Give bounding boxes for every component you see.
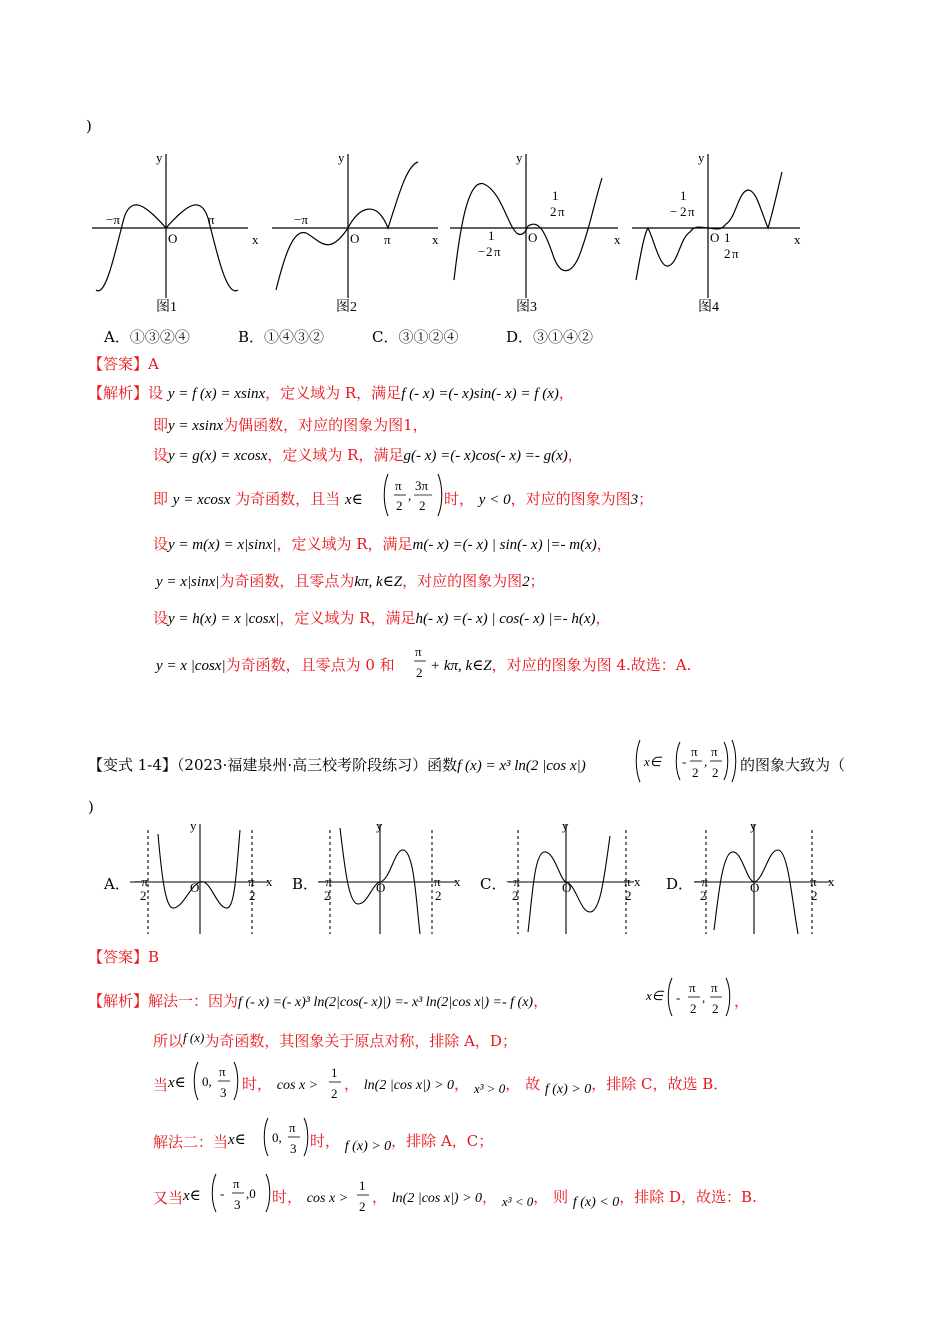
q1-l6-text-d: ； bbox=[529, 572, 545, 590]
q2-s3-text-b: 时， bbox=[242, 1075, 273, 1093]
fig2-origin: O bbox=[350, 231, 360, 246]
q1-l3-text-a: 设 bbox=[153, 446, 169, 464]
q2-s5-text-d: ，排除 D，故选：B. bbox=[619, 1188, 757, 1206]
q2-s1-math-1: f (- x) =(- x)³ ln(2|cos(- x)|) =- x³ ln(2|cos x|) =- f (x) bbox=[238, 995, 534, 1010]
q2-s1-tail: ， bbox=[734, 992, 750, 1010]
q2-title-tail: 的图象大致为（ bbox=[740, 756, 846, 774]
q1-analysis-line-6 bbox=[156, 570, 545, 591]
svg-text:,: , bbox=[704, 754, 708, 769]
q2-title bbox=[88, 754, 586, 775]
q2-option-a-label: A． bbox=[104, 875, 130, 893]
q1-l1-math-1: y = f (x) = xsinx bbox=[167, 386, 266, 402]
q2-s2-text-a: 所以 bbox=[153, 1032, 184, 1050]
q2-title-frac1-num: π bbox=[691, 744, 698, 759]
q1-l2-text-a: 即 bbox=[153, 416, 169, 434]
q2-s3-text-a: 当 bbox=[153, 1076, 169, 1094]
q2-analysis-line-3b bbox=[242, 1073, 318, 1094]
q1-l4-text-d: ，对应的图象为图 bbox=[510, 490, 631, 508]
optA-pi-num: π bbox=[248, 874, 255, 889]
fig2-neg-pi: −π bbox=[294, 212, 308, 227]
q2-s3-math-3: ln(2 |cos x|) > 0 bbox=[363, 1078, 455, 1093]
q1-l6-math-2: kπ, k∈Z bbox=[354, 574, 403, 590]
fig4-neg-pi: π bbox=[688, 204, 695, 219]
q1-l4-math-1: y = xcosx bbox=[172, 492, 231, 508]
q2-s5-half bbox=[356, 1173, 370, 1217]
fig4-half-num: 1 bbox=[724, 230, 731, 245]
fig3-x-label: x bbox=[614, 232, 621, 247]
optD-origin: O bbox=[750, 880, 760, 895]
fig4-neg-half-den: 2 bbox=[680, 204, 687, 219]
q2-s1-text-c: ， bbox=[533, 992, 549, 1010]
fig1-neg-pi: −π bbox=[106, 212, 120, 227]
q2-analysis-line-2 bbox=[153, 1030, 517, 1051]
q2-analysis-line-3c bbox=[344, 1073, 728, 1098]
q1-l7-math-2: h(- x) =(- x) | cos(- x) |=- h(x) bbox=[415, 611, 596, 627]
q1-analysis-line-8 bbox=[156, 654, 395, 675]
fig1-caption: 图1 bbox=[156, 300, 177, 315]
q1-l4-text-b: 为奇函数，且当 bbox=[235, 490, 341, 508]
q1-l8-text-c: ，对应的图象为图 4.故选：A. bbox=[491, 656, 692, 674]
q2-analysis-line-4 bbox=[153, 1130, 246, 1152]
optB-pi-num: π bbox=[434, 874, 441, 889]
q2-s3-math-2: cos x > bbox=[276, 1078, 319, 1093]
q2-analysis-line-5c bbox=[372, 1186, 757, 1211]
q2-s3-half bbox=[328, 1060, 342, 1104]
fig2-pi: π bbox=[384, 232, 391, 247]
q1-analysis-line-1 bbox=[88, 382, 574, 403]
optB-origin: O bbox=[376, 880, 386, 895]
q1-l1-text-b: ，定义域为 R，满足 bbox=[265, 384, 402, 402]
q2-s5-frac-den: 3 bbox=[234, 1197, 241, 1212]
fig4-caption: 图4 bbox=[698, 300, 719, 315]
q2-s3-math-5: f (x) > 0 bbox=[544, 1082, 592, 1097]
q2-s5-math-3: ln(2 |cos x|) > 0 bbox=[391, 1191, 483, 1206]
q2-analysis-line-3 bbox=[153, 1073, 186, 1095]
q1-l4-frac2-den: 2 bbox=[419, 498, 426, 513]
q1-l3-math-1: y = g(x) = xcosx bbox=[168, 448, 268, 464]
q2-s3-frac-den: 3 bbox=[220, 1085, 227, 1100]
q1-l7-text-c: ， bbox=[595, 609, 611, 627]
q2-s3-comma-3: ， bbox=[505, 1075, 521, 1093]
q1-l3-text-b: ，定义域为 R，满足 bbox=[267, 446, 404, 464]
q2-s5-comma-1: ， bbox=[372, 1188, 388, 1206]
fig4-origin: O bbox=[710, 230, 720, 245]
fig4-neg-half-num: 1 bbox=[680, 188, 687, 203]
fig4-neg-sign: − bbox=[670, 204, 678, 219]
q2-s5-comma-2: ， bbox=[482, 1188, 498, 1206]
q2-s2-text-b: 为奇函数，其图象关于原点对称，排除 A，D； bbox=[204, 1032, 517, 1050]
fig4-half-den: 2 bbox=[724, 246, 731, 261]
q2-title-math-2: x∈ bbox=[644, 754, 662, 769]
q2-s1-frac2-den: 2 bbox=[712, 1001, 719, 1016]
q2-s5-interval bbox=[210, 1170, 272, 1216]
q2-title-text-a: 【变式 1-4】（2023·福建泉州·高三校考阶段练习）函数 bbox=[88, 756, 458, 774]
q2-s1-domain bbox=[646, 974, 734, 1020]
fig3-two-top: 2 bbox=[550, 204, 557, 219]
q2-analysis-label: 【解析】 bbox=[88, 992, 149, 1010]
optC-pi-num: π bbox=[624, 874, 631, 889]
q2-s1-frac1-num: π bbox=[689, 980, 696, 995]
q2-s4-math-2: f (x) > 0 bbox=[344, 1139, 392, 1154]
q1-l8-text-b: 为奇函数，且零点为 0 和 bbox=[225, 656, 395, 674]
q1-l8-math-2: + kπ, k∈Z bbox=[430, 658, 492, 674]
q1-answer: 【答案】A bbox=[88, 355, 159, 373]
optB-neg-pi-num: −π bbox=[318, 874, 332, 889]
q2-s5-math-5: f (x) < 0 bbox=[572, 1195, 620, 1210]
q1-analysis-line-8b bbox=[430, 654, 691, 675]
q1-analysis-line-4b bbox=[444, 488, 653, 509]
q2-s5-math-1: x∈ bbox=[183, 1188, 201, 1204]
q2-s5-text-c: 则 bbox=[553, 1188, 569, 1206]
q1-l4-frac1-den: 2 bbox=[396, 498, 403, 513]
q2-s3-math-4: x³ > 0 bbox=[473, 1081, 506, 1096]
svg-text:-: - bbox=[682, 754, 687, 769]
q2-s4-text-a: 解法二：当 bbox=[153, 1133, 229, 1151]
q1-analysis-line-5 bbox=[153, 533, 612, 554]
q2-s5-frac-num: π bbox=[233, 1176, 240, 1191]
fig3-pi-top: π bbox=[558, 204, 565, 219]
optA-neg-pi-num: −π bbox=[134, 874, 148, 889]
q1-l4-frac2-num: 3π bbox=[415, 478, 429, 493]
q2-s3-comma-2: ， bbox=[454, 1075, 470, 1093]
q2-analysis-line-4b bbox=[310, 1130, 493, 1155]
q2-s5-math-2: cos x > bbox=[306, 1191, 349, 1206]
optA-curve bbox=[158, 830, 240, 908]
q2-analysis-line-5b bbox=[272, 1186, 348, 1207]
q2-s5-half-num: 1 bbox=[359, 1178, 366, 1193]
q2-analysis-line-5 bbox=[153, 1186, 201, 1208]
fig4-curve bbox=[636, 172, 782, 280]
q1-l6-math-1: y = x|sinx| bbox=[156, 574, 220, 590]
optA-neg-pi-den: 2 bbox=[140, 888, 147, 903]
fig3-neg-half-den: 2 bbox=[486, 244, 493, 259]
q2-title-math-1: f (x) = x³ ln(2 |cos x|) bbox=[457, 758, 586, 774]
fig3-neg-pi: π bbox=[494, 244, 501, 259]
fig2-caption: 图2 bbox=[336, 300, 357, 315]
q2-s4-text-c: ，排除 A，C； bbox=[391, 1132, 494, 1150]
q2-s3-frac-num: π bbox=[219, 1064, 226, 1079]
optD-x-label: x bbox=[828, 874, 835, 889]
q1-l4-interval bbox=[382, 472, 444, 518]
q1-l5-text-a: 设 bbox=[153, 535, 169, 553]
q2-option-b-label: B． bbox=[292, 875, 319, 893]
optC-neg-pi-num: −π bbox=[506, 874, 520, 889]
q1-l2-text-b: 为偶函数，对应的图象为图1， bbox=[223, 416, 428, 434]
q2-title-frac2-num: π bbox=[711, 744, 718, 759]
q2-s4-frac-den: 3 bbox=[290, 1141, 297, 1156]
fig3-half-top: 1 bbox=[552, 188, 559, 203]
q1-analysis-line-4 bbox=[153, 488, 363, 509]
optC-x-label: x bbox=[634, 874, 641, 889]
q2-s3-half-num: 1 bbox=[331, 1065, 338, 1080]
optB-neg-pi-den: 2 bbox=[324, 888, 331, 903]
q2-s3-zero: 0, bbox=[202, 1074, 212, 1089]
q1-l5-text-c: ， bbox=[596, 535, 612, 553]
q2-s4-interval bbox=[262, 1114, 310, 1160]
fig2-y-label: y bbox=[338, 150, 345, 165]
optD-y-label: y bbox=[750, 820, 757, 833]
q1-l2-math-1: y = xsinx bbox=[168, 418, 224, 434]
q2-s1-text-a: 解法一：因为 bbox=[148, 992, 239, 1010]
q1-l7-text-a: 设 bbox=[153, 609, 169, 627]
optD-pi-num: π bbox=[810, 874, 817, 889]
q2-title-frac1-den: 2 bbox=[692, 765, 699, 780]
q2-option-d-label: D． bbox=[666, 875, 694, 893]
q2-s3-text-d: ，排除 C，故选 B． bbox=[591, 1075, 729, 1093]
fig1-x-label: x bbox=[252, 232, 259, 247]
q1-l5-math-2: m(- x) =(- x) | sin(- x) |=- m(x) bbox=[412, 537, 597, 553]
q2-s1-frac2-num: π bbox=[711, 980, 718, 995]
figures-row-1 bbox=[88, 148, 808, 320]
q2-s3-interval bbox=[192, 1058, 240, 1104]
optC-neg-pi-den: 2 bbox=[512, 888, 519, 903]
q2-s4-text-b: 时， bbox=[310, 1132, 341, 1150]
optA-y-label: y bbox=[190, 820, 197, 833]
q2-option-c-label: C． bbox=[480, 875, 507, 893]
q1-l6-math-3: 2 bbox=[522, 574, 530, 590]
q2-s3-text-c: 故 bbox=[525, 1075, 541, 1093]
q2-s1-frac1-den: 2 bbox=[690, 1001, 697, 1016]
fig4-half-pi: π bbox=[732, 246, 739, 261]
q2-s3-comma-1: ， bbox=[344, 1075, 360, 1093]
q2-option-graphs bbox=[124, 820, 844, 938]
q1-l4-frac1-num: π bbox=[395, 478, 402, 493]
svg-text:,: , bbox=[408, 488, 412, 503]
fig3-y-label: y bbox=[516, 150, 523, 165]
q2-s4-zero: 0, bbox=[272, 1130, 282, 1145]
q1-option-c: C．③①②④ bbox=[372, 328, 459, 346]
optB-pi-den: 2 bbox=[435, 888, 442, 903]
q1-l1-math-2: f (- x) =(- x)sin(- x) = f (x) bbox=[401, 386, 559, 402]
optD-neg-pi-den: 2 bbox=[700, 888, 707, 903]
q1-l4-math-4: 3 bbox=[630, 492, 639, 508]
q1-l7-text-b: ，定义域为 R，满足 bbox=[279, 609, 416, 627]
q1-l4-text-c: 时， bbox=[444, 490, 475, 508]
q1-l3-text-c: ， bbox=[567, 446, 583, 464]
q1-analysis-line-7 bbox=[153, 607, 611, 628]
q1-l6-text-c: ，对应的图象为图 bbox=[402, 572, 523, 590]
q1-l7-math-1: y = h(x) = x |cosx| bbox=[168, 611, 280, 627]
q2-s5-math-4: x³ < 0 bbox=[501, 1194, 534, 1209]
q1-l8-frac bbox=[412, 638, 428, 684]
fig3-origin: O bbox=[528, 230, 538, 245]
optC-y-label: y bbox=[562, 820, 569, 833]
q2-s4-frac-num: π bbox=[289, 1120, 296, 1135]
optB-x-label: x bbox=[454, 874, 461, 889]
optD-pi-den: 2 bbox=[811, 888, 818, 903]
q2-s5-comma-3: ， bbox=[533, 1188, 549, 1206]
optA-pi-den: 2 bbox=[249, 888, 256, 903]
q1-l4-text-e: ； bbox=[638, 490, 654, 508]
q1-l4-text-a: 即 bbox=[153, 490, 169, 508]
q1-analysis-line-2 bbox=[153, 414, 428, 435]
fig2-x-label: x bbox=[432, 232, 439, 247]
svg-text:-: - bbox=[676, 990, 681, 1005]
q1-analysis-line-3 bbox=[153, 444, 583, 465]
q1-l3-math-2: g(- x) =(- x)cos(- x) =- g(x) bbox=[403, 448, 568, 464]
optC-origin: O bbox=[562, 880, 572, 895]
optD-neg-pi-num: −π bbox=[694, 874, 708, 889]
fig4-y-label: y bbox=[698, 150, 705, 165]
q1-l5-math-1: y = m(x) = x|sinx| bbox=[168, 537, 277, 553]
q1-l8-math-1: y = x |cosx| bbox=[156, 658, 226, 674]
q1-l1-text-c: ， bbox=[558, 384, 574, 402]
q2-s5-half-den: 2 bbox=[359, 1199, 366, 1214]
q1-l8-frac-den: 2 bbox=[416, 665, 423, 680]
fig1-pi: π bbox=[208, 212, 215, 227]
fig3-caption: 图3 bbox=[516, 300, 537, 315]
fig1-origin: O bbox=[168, 231, 178, 246]
q1-l8-frac-num: π bbox=[415, 644, 422, 659]
q2-paren-close: ) bbox=[88, 798, 94, 816]
q1-l6-text-b: 为奇函数，且零点为 bbox=[219, 572, 355, 590]
q2-s4-math-1: x∈ bbox=[228, 1132, 246, 1148]
q2-title-frac2-den: 2 bbox=[712, 765, 719, 780]
q2-s1-math-2: x∈ bbox=[646, 988, 664, 1003]
q2-s5-text-b: 时， bbox=[272, 1188, 303, 1206]
q2-answer: 【答案】B bbox=[88, 948, 160, 966]
q1-l1-text-a: 设 bbox=[148, 384, 164, 402]
q1-analysis-label: 【解析】 bbox=[88, 384, 149, 402]
optA-x-label: x bbox=[266, 874, 273, 889]
q2-analysis-line-1 bbox=[88, 990, 548, 1011]
q1-option-b: B．①④③② bbox=[238, 328, 325, 346]
q2-s3-math-1: x∈ bbox=[168, 1075, 186, 1091]
fig3-neg-sign: − bbox=[478, 244, 486, 259]
fig3-curve bbox=[454, 178, 602, 280]
svg-text:,: , bbox=[702, 990, 706, 1005]
q2-s3-half-den: 2 bbox=[331, 1086, 338, 1101]
q1-l4-math-in: x∈ bbox=[344, 492, 363, 508]
q2-s5-text-a: 又当 bbox=[153, 1189, 184, 1207]
optB-y-label: y bbox=[376, 820, 383, 833]
q2-s5-zero: ,0 bbox=[246, 1186, 256, 1201]
q1-option-a: A．①③②④ bbox=[104, 328, 190, 346]
q1-l4-math-3: y < 0 bbox=[478, 492, 511, 508]
fig1-y-label: y bbox=[156, 150, 163, 165]
fig3-neg-half-num: 1 bbox=[488, 228, 495, 243]
q1-option-d: D．③①④② bbox=[506, 328, 594, 346]
q2-title-domain bbox=[634, 738, 740, 784]
svg-text:-: - bbox=[220, 1186, 225, 1201]
top-paren: ) bbox=[86, 117, 92, 135]
q1-l5-text-b: ，定义域为 R，满足 bbox=[276, 535, 413, 553]
fig4-x-label: x bbox=[794, 232, 801, 247]
optA-origin: O bbox=[190, 880, 200, 895]
q2-s2-math-1: f (x) bbox=[183, 1030, 205, 1045]
optC-pi-den: 2 bbox=[625, 888, 632, 903]
